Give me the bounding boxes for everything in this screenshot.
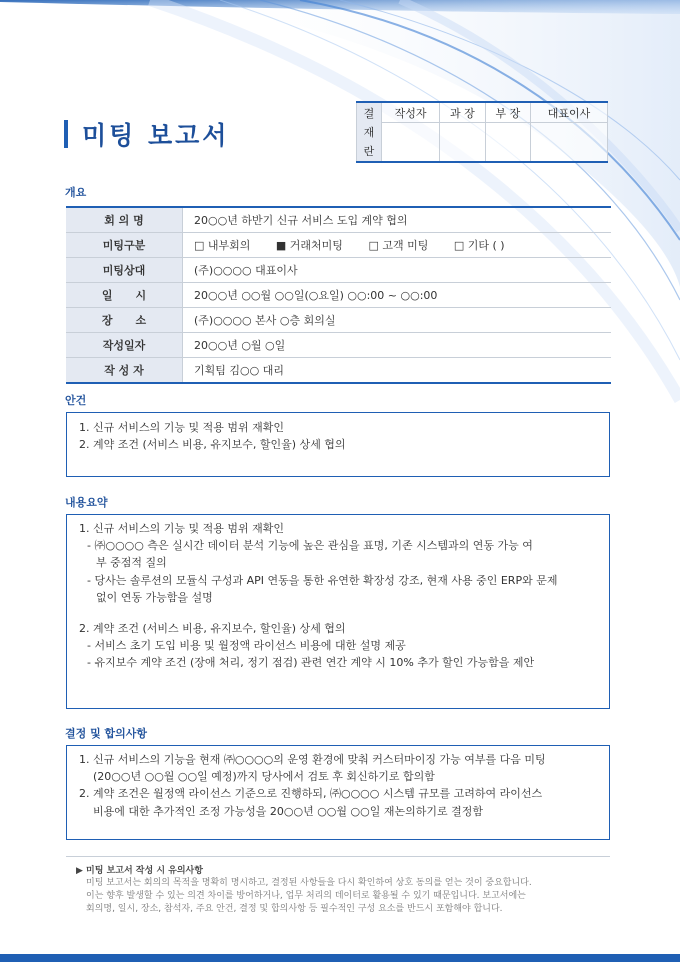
agenda-item: 1. 신규 서비스의 기능 및 적용 범위 재확인: [79, 421, 284, 434]
signature-cell-ceo[interactable]: [531, 123, 608, 163]
approval-role-manager: 과 장: [440, 102, 485, 123]
written-date-label: 작성일자: [66, 333, 183, 358]
overview-row: [66, 333, 611, 358]
notes-line: 이는 향후 발생할 수 있는 의견 차이를 방어하거나, 업무 처리의 데이터로 활용될 수 있기 때문입니다. 보고서에는: [86, 891, 526, 901]
section-title-agenda: 안건: [65, 394, 87, 407]
agenda-item: 2. 계약 조건 (서비스 비용, 유지보수, 할인율) 상세 협의: [79, 438, 346, 452]
bottom-accent-bar: [0, 954, 680, 962]
datetime-label: 일 시: [66, 283, 183, 308]
decision-line: 2. 계약 조건은 월정액 라이선스 기준으로 진행하되, ㈜○○○○ 시스템 규모를 고려하여 라이선스: [79, 787, 543, 801]
meeting-type-label: 미팅구분: [66, 233, 183, 258]
summary-item-title: 2. 계약 조건 (서비스 비용, 유지보수, 할인율) 상세 협의: [79, 622, 346, 636]
overview-table: [66, 206, 611, 384]
decision-line: 1. 신규 서비스의 기능을 현재 ㈜○○○○의 운영 환경에 맞춰 커스터마이징 가능 여부를 다음 미팅: [79, 753, 546, 766]
counterpart-label: 미팅상대: [66, 258, 183, 283]
title-block: [64, 116, 229, 152]
approval-role-author: 작성자: [382, 102, 440, 123]
option-internal-meeting[interactable]: □ 내부회의: [194, 239, 251, 252]
summary-line: 없이 연동 가능함을 설명: [96, 590, 213, 604]
overview-row: [66, 283, 611, 308]
place-label: 장 소: [66, 308, 183, 333]
signature-cell-director[interactable]: [485, 123, 530, 163]
approval-label-char: 결: [363, 106, 375, 120]
summary-line: - ㈜○○○○ 측은 실시간 데이터 분석 기능에 높은 관심을 표명, 기존 시스템과의 연동 가능 여: [87, 539, 533, 553]
approval-label: [357, 102, 382, 162]
option-other[interactable]: □ 기타 ( ): [453, 239, 505, 252]
section-title-decision: 결정 및 합의사항: [65, 727, 148, 740]
summary-bullet: [67, 572, 609, 606]
approval-label-char: 란: [363, 144, 375, 158]
place-value: (주)○○○○ 본사 ○층 회의실: [183, 308, 612, 333]
section-title-overview: 개요: [65, 186, 87, 199]
meeting-name-label: 회 의 명: [66, 207, 183, 233]
page-title: 미팅 보고서: [82, 121, 230, 150]
approval-role-ceo: 대표이사: [531, 102, 608, 123]
overview-row: [66, 207, 611, 233]
overview-row: [66, 233, 611, 258]
meeting-type-options: [183, 233, 612, 258]
section-title-summary: 내용요약: [65, 496, 108, 509]
summary-bullet: [67, 537, 609, 571]
datetime-value: 20○○년 ○○월 ○○일(○요일) ○○:00 ~ ○○:00: [183, 283, 612, 308]
option-customer-meeting[interactable]: □ 고객 미팅: [368, 239, 429, 252]
overview-row: [66, 258, 611, 283]
summary-line: - 유지보수 계약 조건 (장애 처리, 정기 점검) 관련 연간 계약 시 10% 추가 할인 가능함을 제안: [87, 656, 535, 670]
summary-line: - 당사는 솔루션의 모듈식 구성과 API 연동을 통한 유연한 확장성 강조, 현재 사용 중인 ERP와 문제: [87, 573, 558, 587]
notes-title: ▶ 미팅 보고서 작성 시 유의사항: [76, 866, 203, 876]
notes-line: 미팅 보고서는 회의의 목적을 명확히 명시하고, 결정된 사항들을 다시 확인하여 상호 동의를 얻는 것이 중요합니다.: [86, 878, 532, 888]
summary-line: - 서비스 초기 도입 비용 및 월정액 라이선스 비용에 대한 설명 제공: [87, 639, 406, 653]
decision-line: 비용에 대한 추가적인 조정 가능성을 20○○년 ○○월 ○○일 재논의하기로 결정함: [93, 804, 483, 818]
author-label: 작 성 자: [66, 358, 183, 384]
counterpart-value: (주)○○○○ 대표이사: [183, 258, 612, 283]
author-value: 기획팀 김○○ 대리: [183, 358, 612, 384]
option-client-company-meeting[interactable]: ■ 거래처미팅: [275, 239, 343, 252]
approval-label-char: 재: [363, 125, 375, 139]
summary-line: 부 중점적 질의: [96, 556, 167, 570]
notes-divider: [66, 856, 610, 857]
title-accent-bar: [64, 120, 68, 148]
overview-row: [66, 358, 611, 384]
meeting-name-value: 20○○년 하반기 신규 서비스 도입 계약 협의: [183, 207, 612, 233]
decision-line: (20○○년 ○○월 ○○일 예정)까지 당사에서 검토 후 회신하기로 합의함: [93, 770, 435, 784]
approval-role-director: 부 장: [485, 102, 530, 123]
signature-cell-manager[interactable]: [440, 123, 485, 163]
overview-row: [66, 308, 611, 333]
written-date-value: 20○○년 ○월 ○일: [183, 333, 612, 358]
summary-item-title: 1. 신규 서비스의 기능 및 적용 범위 재확인: [79, 522, 284, 535]
decision-box: [66, 745, 610, 840]
summary-box: [66, 514, 610, 709]
approval-table: [356, 101, 608, 163]
notes-body: [86, 877, 604, 916]
notes-line: 회의명, 일시, 장소, 참석자, 주요 안건, 결정 및 합의사항 등 필수적인 구성 요소를 반드시 포함해야 합니다.: [86, 904, 503, 914]
agenda-box: [66, 412, 610, 477]
signature-cell-author[interactable]: [382, 123, 440, 163]
